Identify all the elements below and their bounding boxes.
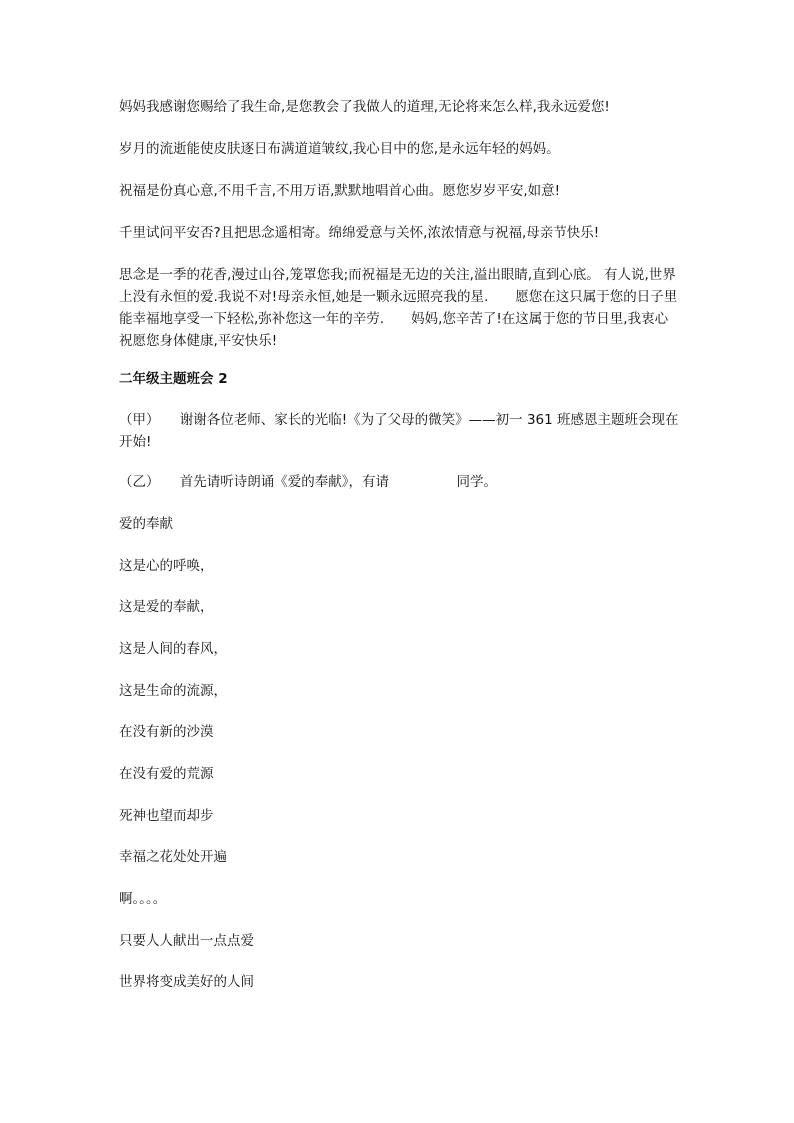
- host-yi-line: （乙） 首先请听诗朗诵《爱的奉献》，有请 同学。: [119, 474, 497, 490]
- poem-line: 幸福之花处处开遍: [119, 849, 227, 865]
- paragraph-gratitude: 妈妈我感谢您赐给了我生命,是您教会了我做人的道理,无论将来怎么样,我永远爱您!: [119, 99, 610, 115]
- poem-line: 这是心的呼唤，: [119, 558, 214, 574]
- poem-line: 死神也望而却步: [119, 808, 214, 824]
- paragraph-peace: 千里试问平安否?且把思念遥相寄。绵绵爱意与关怀,浓浓情意与祝福,母亲节快乐!: [119, 225, 600, 241]
- poem-line: 这是爱的奉献，: [119, 599, 214, 615]
- section-title: 二年级主题班会 2: [119, 371, 228, 387]
- poem-line: 只要人人献出一点点爱: [119, 933, 254, 949]
- poem-title: 爱的奉献: [119, 516, 173, 532]
- paragraph-years: 岁月的流逝能使皮肤逐日布满道道皱纹,我心目中的您,是永远年轻的妈妈。: [119, 141, 560, 157]
- paragraph-longing: 思念是一季的花香,漫过山谷,笼罩您我;而祝福是无边的关注,溢出眼睛,直到心底。 有人说,世界上没有永恒的爱.我说不对!母亲永恒,她是一颗永远照亮我的星. 愿您在这只属于您的日子里能幸福地享受一下轻松,弥补您这一年的辛劳. 妈妈,您辛苦了!在这属于您的节日里,我衷心祝愿您身体健康,平安快乐!: [119, 267, 678, 349]
- poem-line: 这是生命的流源，: [119, 683, 227, 699]
- paragraph-blessing: 祝福是份真心意,不用千言,不用万语,默默地唱首心曲。愿您岁岁平安,如意!: [119, 183, 561, 199]
- poem-line: 在没有新的沙漠: [119, 724, 214, 740]
- host-jia-line: （甲） 谢谢各位老师、家长的光临!《为了父母的微笑》——初一 361 班感恩主题班会现在开始!: [119, 412, 679, 450]
- poem-line: 世界将变成美好的人间: [119, 974, 254, 990]
- poem-line: 啊。。。。: [119, 891, 167, 907]
- poem-line: 这是人间的春风，: [119, 641, 227, 657]
- poem-line: 在没有爱的荒源: [119, 766, 214, 782]
